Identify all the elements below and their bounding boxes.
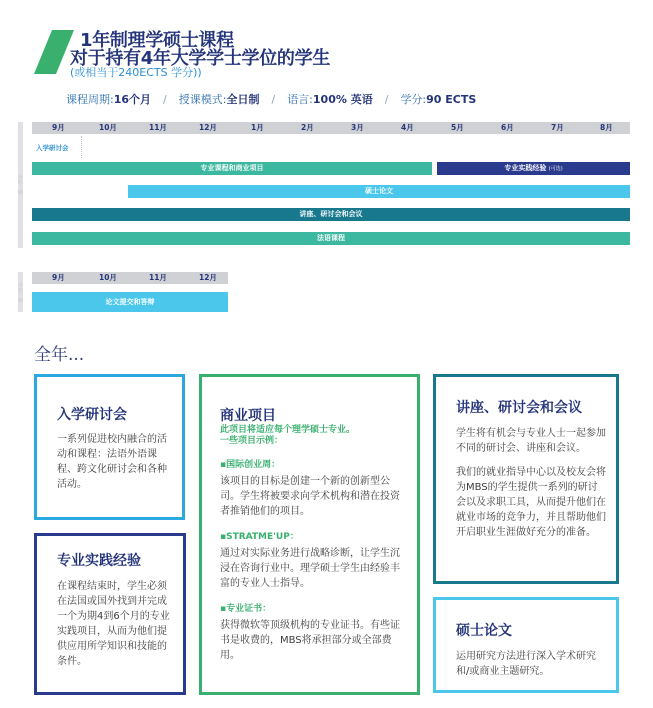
- month-label: 10月: [99, 123, 117, 132]
- meta-mode-value: 全日制: [226, 93, 260, 106]
- practice-box-text: 在课程结束时，学生必须在法国或国外找到并完成一个为期4到6个月的专业实践项目，从而为他们提供应用所学知识和技能的条件。: [57, 581, 170, 667]
- month-label: 2月: [301, 123, 314, 132]
- timeline-year2-months: [32, 272, 228, 284]
- month-label: 11月: [149, 123, 167, 132]
- business-box-title: 商业项目: [220, 408, 276, 424]
- seminar-box-text: 一系列促进校内融合的活动和课程：法语外语课程、跨文化研讨会和各种活动。: [57, 434, 167, 490]
- practice-box: [34, 533, 186, 695]
- thesis-box-title: 硕士论文: [456, 623, 512, 639]
- business-item-text: 通过对实际业务进行战略诊断，让学生沉浸在咨询行业中。理学硕士学生由经验丰富的专业人士指导。: [220, 548, 400, 589]
- month-label: 3月: [351, 123, 364, 132]
- seminar-divider: [81, 136, 82, 158]
- defense-bar: 论文提交和答辩: [32, 292, 228, 312]
- meta-language-value: 100% 英语: [312, 93, 373, 106]
- internship-bar: [437, 162, 630, 175]
- business-item-text: 该项目的目标是创建一个新的创新型公司。学生将被要求向学术机构和潜在投资者推销他们的项目。: [220, 476, 400, 517]
- thesis-box: [433, 597, 619, 693]
- month-label: 12月: [199, 273, 217, 282]
- thesis-bar: 硕士论文: [128, 185, 630, 198]
- seminar-marker-label: 入学研讨会: [36, 144, 69, 152]
- meta-credits-label: 学分:: [400, 93, 427, 106]
- program-meta: [66, 91, 476, 107]
- page-title: 1年制理学硕士课程: [80, 30, 234, 51]
- meta-language-label: 语言:: [287, 93, 313, 106]
- timeline-year2-label: 第二学年: [18, 282, 25, 303]
- coursework-bar: 专业课程和商业项目: [32, 162, 432, 175]
- practice-box-title: 专业实践经验: [57, 553, 141, 569]
- timeline-year1-months: [32, 122, 630, 134]
- meta-duration-value: 16个月: [113, 93, 152, 106]
- month-label: 10月: [99, 273, 117, 282]
- lectures-box-text: 我们的就业指导中心以及校友会将为MBS的学生提供一系列的研讨会以及求职工具，从而提升他们在就业市场的竞争力，并且帮助他们开启职业生涯做好充分的准备。: [456, 467, 606, 538]
- seminar-box-title: 入学研讨会: [57, 407, 127, 423]
- month-label: 6月: [501, 123, 514, 132]
- business-box-examples-label: 一些项目示例：: [220, 436, 284, 446]
- month-label: 4月: [401, 123, 414, 132]
- meta-separator: /: [384, 93, 389, 106]
- business-item-text: 获得微软等顶级机构的专业证书。有些证书是收费的，MBS将承担部分或全部费用。: [220, 620, 400, 661]
- internship-bar-label: 专业实践经验: [504, 164, 547, 172]
- business-item-head: ▪专业证书：: [220, 604, 272, 614]
- business-item-head: ▪STRATME'UP：: [220, 532, 299, 542]
- meta-duration-label: 课程周期:: [66, 93, 114, 106]
- section-title: 全年...: [34, 345, 85, 365]
- lectures-bar: 讲座、研讨会和会议: [32, 208, 630, 221]
- month-label: 7月: [551, 123, 564, 132]
- brand-slash-icon: [34, 30, 74, 74]
- french-bar: 法语课程: [32, 232, 630, 245]
- month-label: 11月: [149, 273, 167, 282]
- business-item-head: ▪国际创业周：: [220, 460, 281, 470]
- month-label: 8月: [600, 123, 613, 132]
- lectures-box-title: 讲座、研讨会和会议: [456, 400, 582, 416]
- month-label: 5月: [451, 123, 464, 132]
- month-label: 9月: [52, 273, 65, 282]
- seminar-box: [34, 374, 185, 520]
- month-label: 9月: [52, 123, 65, 132]
- meta-separator: /: [271, 93, 276, 106]
- lectures-box: [433, 374, 619, 584]
- meta-separator: /: [163, 93, 167, 106]
- page-subtitle: 对于持有4年大学学士学位的学生: [70, 48, 331, 69]
- thesis-box-text: 运用研究方法进行深入学术研究和/或商业主题研究。: [456, 651, 596, 677]
- meta-credits-value: 90 ECTS: [426, 93, 477, 106]
- lectures-box-text: 学生将有机会与专业人士一起参加不同的研讨会、讲座和会议。: [456, 428, 606, 454]
- business-box: [199, 374, 420, 695]
- credit-note: (或相当于240ECTS 学分)): [70, 66, 202, 79]
- meta-mode-label: 授课模式:: [178, 93, 227, 106]
- internship-bar-note: (可选): [548, 166, 563, 172]
- timeline-year1-label: 第一学年: [18, 174, 25, 195]
- month-label: 12月: [199, 123, 217, 132]
- business-box-subtitle: 此项目将适应每个理学硕士专业。: [220, 425, 356, 435]
- month-label: 1月: [251, 123, 264, 132]
